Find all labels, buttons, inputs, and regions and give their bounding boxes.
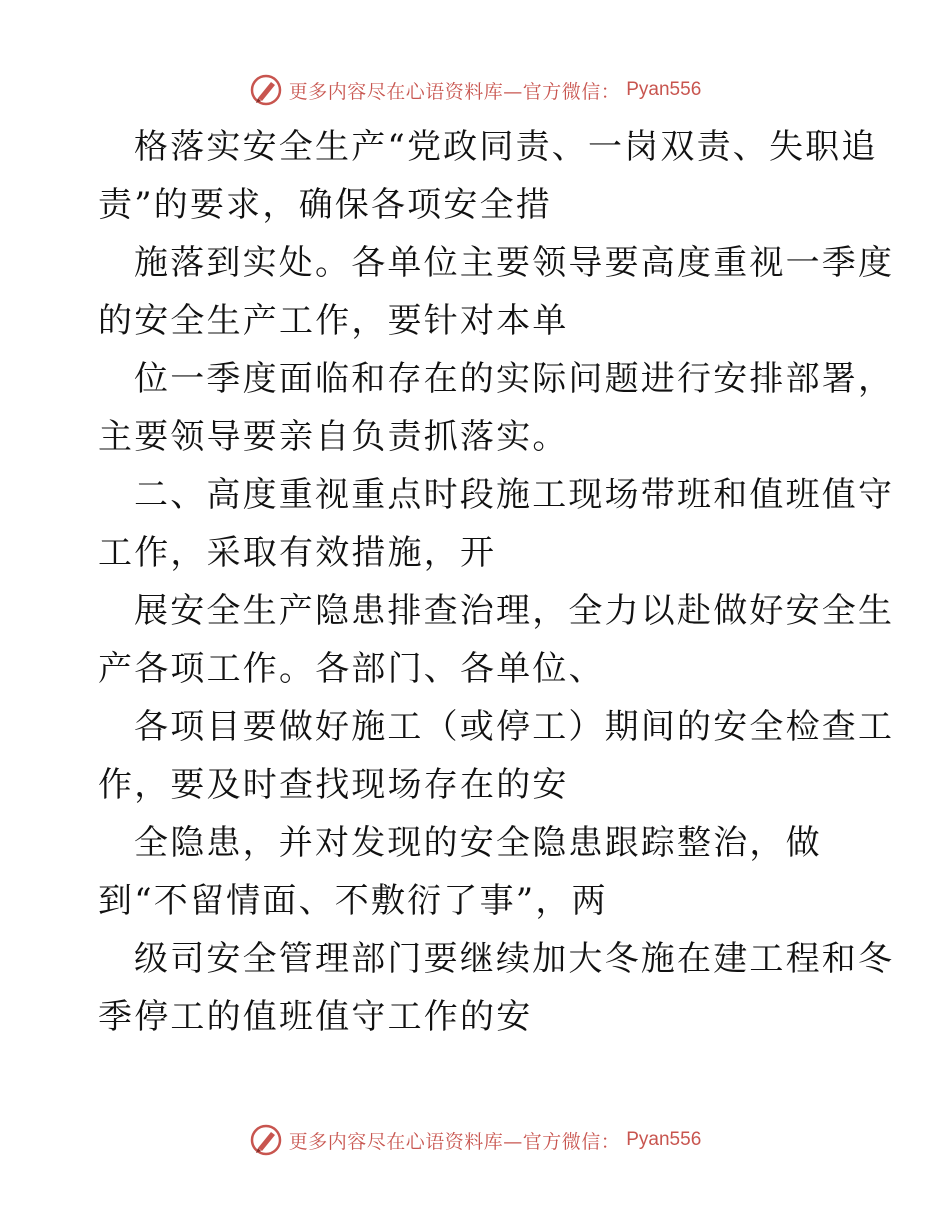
watermark-wechat-id: Pyan556 (626, 1129, 702, 1150)
footer-watermark (0, 1120, 950, 1160)
document-body (98, 118, 895, 1046)
pen-logo-icon (249, 73, 283, 107)
text-line: 位一季度面临和存在的实际问题进行安排部署， (134, 359, 895, 399)
text-line: 季停工的值班值守工作的安 (98, 997, 533, 1037)
text-line: 的安全生产工作，要针对本单 (98, 301, 569, 341)
watermark-text: 更多内容尽在心语资料库—官方微信： (288, 1130, 621, 1153)
header-watermark (0, 70, 950, 110)
text-line: 到“不留情面、不敷衍了事”，两 (98, 881, 608, 921)
text-line: 工作，采取有效措施，开 (98, 533, 497, 573)
text-line: 作，要及时查找现场存在的安 (98, 765, 569, 805)
watermark-text: 更多内容尽在心语资料库—官方微信： (288, 80, 621, 103)
text-line: 级司安全管理部门要继续加大冬施在建工程和冬 (134, 939, 895, 979)
text-line: 产各项工作。各部门、各单位、 (98, 649, 605, 689)
text-line: 主要领导要亲自负责抓落实。 (98, 417, 569, 457)
text-line: 施落到实处。各单位主要领导要高度重视一季度 (134, 243, 895, 283)
text-line: 展安全生产隐患排查治理，全力以赴做好安全生 (134, 591, 895, 631)
text-line: 责”的要求，确保各项安全措 (98, 185, 552, 225)
watermark-wechat-id: Pyan556 (626, 79, 702, 100)
text-line: 全隐患，并对发现的安全隐患跟踪整治，做 (134, 823, 822, 863)
text-line: 各项目要做好施工（或停工）期间的安全检查工 (134, 707, 895, 747)
text-line: 二、高度重视重点时段施工现场带班和值班值守 (134, 475, 895, 515)
pen-logo-icon (249, 1123, 283, 1157)
text-line: 格落实安全生产“党政同责、一岗双责、失职追 (134, 127, 878, 167)
